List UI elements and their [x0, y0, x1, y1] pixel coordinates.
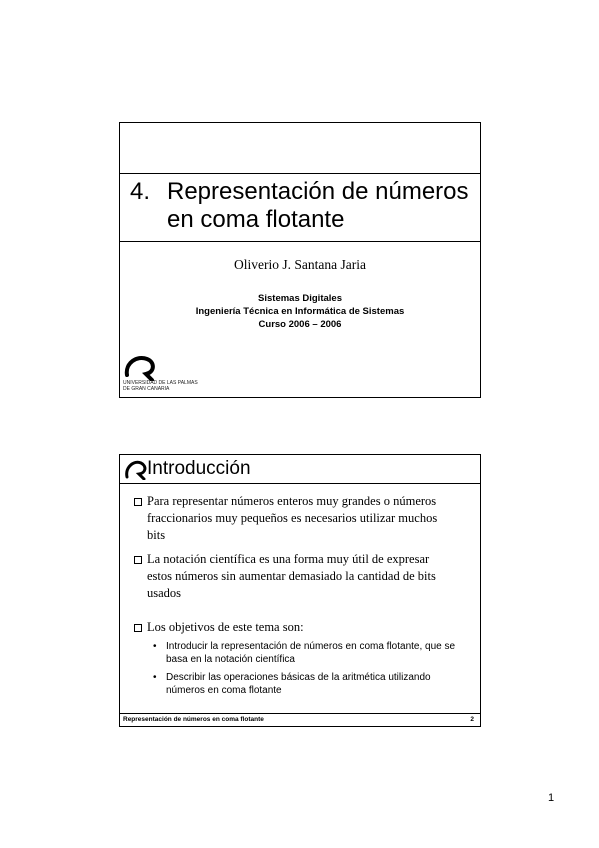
slide-introduccion: [119, 454, 481, 727]
degree-name: Ingeniería Técnica en Informática de Sistemas: [195, 306, 405, 317]
sub-bullet-text: Introducir la representación de números en coma flotante, que se basa en la notación científica: [166, 641, 456, 665]
bullet-text: Los objetivos de este tema son:: [147, 620, 304, 634]
slide-header: [120, 455, 480, 484]
sub-bullet-text: Describir las operaciones básicas de la aritmética utilizando números en coma flotante: [166, 672, 431, 696]
university-logo-text: [123, 380, 198, 392]
logo-text-line2: DE GRAN CANARIA: [123, 386, 170, 392]
dot-bullet-icon: •: [153, 641, 157, 652]
course-info: [120, 292, 480, 331]
slide-title: [119, 122, 481, 398]
slide-top-band: [120, 123, 480, 174]
ulpgc-logo-icon: [124, 458, 148, 480]
title-divider: [120, 241, 480, 242]
author-name: Oliverio J. Santana Jaria: [234, 257, 366, 272]
logo-text-line1: UNIVERSIDAD DE LAS PALMAS: [123, 380, 198, 386]
square-bullet-icon: [134, 556, 142, 564]
square-bullet-icon: [134, 498, 142, 506]
chapter-number: 4.: [130, 178, 151, 205]
dot-bullet-icon: •: [153, 672, 157, 683]
slide-heading: Introducción: [147, 458, 251, 479]
footer-slide-number: 2: [470, 716, 474, 723]
course-year: Curso 2006 – 2006: [258, 319, 342, 330]
bullet-text: La notación científica es una forma muy útil de expresar estos números sin aumentar demasiado la cantidad de bits usados: [147, 552, 436, 600]
page-number: 1: [548, 792, 555, 804]
ulpgc-logo-icon: [123, 353, 159, 381]
chapter-title: Representación de números en coma flotante: [167, 178, 469, 233]
bullet-text: Para representar números enteros muy grandes o números fraccionarios muy pequeños es necesarios utilizar muchos bits: [147, 494, 438, 542]
course-name: Sistemas Digitales: [258, 293, 342, 304]
footer-title: Representación de números en coma flotante: [123, 716, 264, 723]
slide-footer: [120, 713, 480, 726]
university-logo: [123, 353, 213, 395]
square-bullet-icon: [134, 624, 142, 632]
